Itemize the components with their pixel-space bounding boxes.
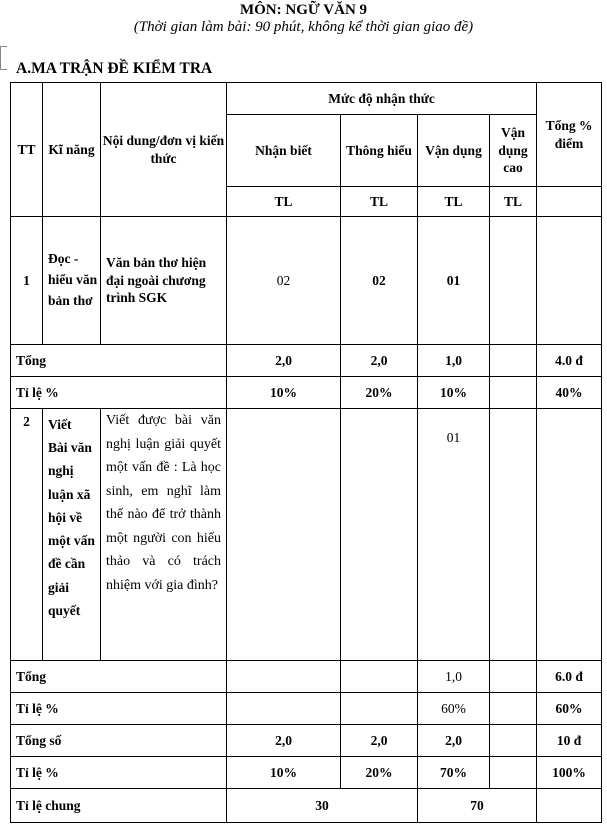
reading-ratio-apply-high <box>490 377 537 409</box>
grand-ratio-row <box>11 757 602 789</box>
writing-row <box>11 409 602 661</box>
writing-total-apply-high <box>490 661 537 693</box>
grand-ratio-total: 100% <box>537 757 602 789</box>
tl-recognize: TL <box>227 187 341 217</box>
header-skill: Kĩ năng <box>43 83 101 217</box>
reading-ratio-total: 40% <box>537 377 602 409</box>
writing-total-label: Tổng <box>11 661 227 693</box>
reading-understand: 02 <box>341 217 418 345</box>
header-apply-high: Vận dụng cao <box>490 115 537 187</box>
page-margin-marker <box>0 46 7 70</box>
writing-ratio-total: 60% <box>537 693 602 725</box>
reading-total-apply-high <box>490 345 537 377</box>
reading-total-row <box>11 345 602 377</box>
writing-ratio-understand <box>341 693 418 725</box>
writing-apply-high <box>490 409 537 661</box>
reading-ratio-row <box>11 377 602 409</box>
writing-total <box>537 409 602 661</box>
writing-ratio-row <box>11 693 602 725</box>
tl-total-empty <box>537 187 602 217</box>
grand-total-apply-high <box>490 725 537 757</box>
reading-ratio-understand: 20% <box>341 377 418 409</box>
grand-total-understand: 2,0 <box>341 725 418 757</box>
writing-ratio-recognize <box>227 693 341 725</box>
common-ratio-label: Tỉ lệ chung <box>11 789 227 823</box>
grand-total-points: 10 đ <box>537 725 602 757</box>
header-total-percent: Tổng % điểm <box>537 83 602 187</box>
grand-ratio-label: Tỉ lệ % <box>11 757 227 789</box>
writing-ratio-apply-high <box>490 693 537 725</box>
reading-ratio-recognize: 10% <box>227 377 341 409</box>
writing-skill-title: Viết <box>48 417 72 432</box>
reading-ratio-label: Tỉ lệ % <box>11 377 227 409</box>
grand-total-apply: 2,0 <box>418 725 490 757</box>
reading-total-understand: 2,0 <box>341 345 418 377</box>
document-subtitle: (Thời gian làm bài: 90 phút, không kể thời gian giao đề) <box>133 19 474 35</box>
writing-total-understand <box>341 661 418 693</box>
header-apply: Vận dụng <box>418 115 490 187</box>
header-recognize: Nhận biết <box>227 115 341 187</box>
reading-row <box>11 217 602 345</box>
reading-ratio-apply: 10% <box>418 377 490 409</box>
writing-understand <box>341 409 418 661</box>
reading-content: Văn bản thơ hiện đại ngoài chương trình SGK <box>101 217 227 345</box>
writing-recognize <box>227 409 341 661</box>
writing-apply: 01 <box>418 409 490 661</box>
writing-skill-text: Bài văn nghị luận xã hội về một vấn đề cần giải quyết <box>48 440 95 618</box>
grand-ratio-apply: 70% <box>418 757 490 789</box>
grand-ratio-recognize: 10% <box>227 757 341 789</box>
reading-total <box>537 217 602 345</box>
grand-total-row <box>11 725 602 757</box>
reading-total-points: 4.0 đ <box>537 345 602 377</box>
tl-apply: TL <box>418 187 490 217</box>
writing-total-apply: 1,0 <box>418 661 490 693</box>
document-title: MÔN: NGỮ VĂN 9 <box>239 2 368 18</box>
grand-ratio-apply-high <box>490 757 537 789</box>
header-row-1 <box>11 83 602 115</box>
writing-total-recognize <box>227 661 341 693</box>
reading-skill: Đọc - hiểu văn bản thơ <box>43 217 101 345</box>
grand-ratio-understand: 20% <box>341 757 418 789</box>
header-level-group: Mức độ nhận thức <box>227 83 537 115</box>
reading-apply-high <box>490 217 537 345</box>
header-content: Nội dung/đơn vị kiến thức <box>101 83 227 217</box>
writing-total-points: 6.0 đ <box>537 661 602 693</box>
assessment-matrix-table <box>10 82 602 823</box>
reading-total-label: Tổng <box>11 345 227 377</box>
writing-tt: 2 <box>11 409 43 661</box>
tl-understand: TL <box>341 187 418 217</box>
common-ratio-high: 70 <box>418 789 537 823</box>
reading-total-recognize: 2,0 <box>227 345 341 377</box>
reading-tt: 1 <box>11 217 43 345</box>
tl-apply-high: TL <box>490 187 537 217</box>
section-heading: A.MA TRẬN ĐỀ KIỂM TRA <box>16 60 213 77</box>
writing-ratio-apply: 60% <box>418 693 490 725</box>
reading-recognize: 02 <box>227 217 341 345</box>
writing-skill <box>43 409 101 661</box>
header-understand: Thông hiểu <box>341 115 418 187</box>
writing-total-row <box>11 661 602 693</box>
common-ratio-total <box>537 789 602 823</box>
grand-total-recognize: 2,0 <box>227 725 341 757</box>
reading-total-apply: 1,0 <box>418 345 490 377</box>
common-ratio-low: 30 <box>227 789 418 823</box>
writing-content: Viết được bài văn nghị luận giải quyết một vấn đề : Là học sinh, em nghĩ làm thế nào để trở thành một người con hiếu thảo và có trách nhiệm với gia đình? <box>101 409 227 661</box>
header-tt: TT <box>11 83 43 217</box>
common-ratio-row <box>11 789 602 823</box>
grand-total-label: Tổng số <box>11 725 227 757</box>
writing-ratio-label: Tỉ lệ % <box>11 693 227 725</box>
reading-apply: 01 <box>418 217 490 345</box>
